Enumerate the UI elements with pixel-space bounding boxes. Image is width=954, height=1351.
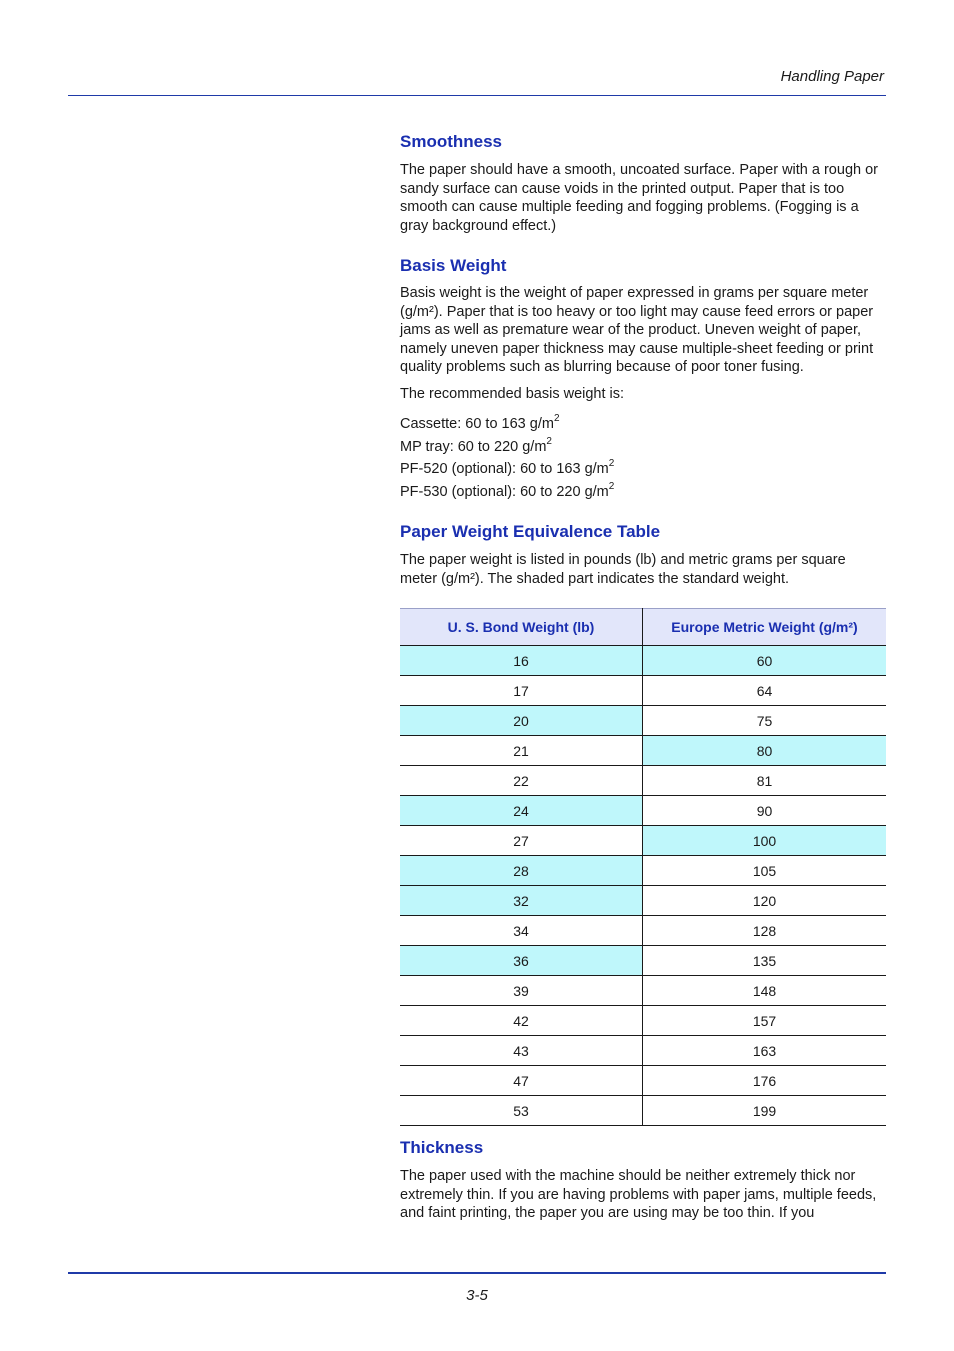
table-row: [400, 796, 886, 826]
table-row: [400, 856, 886, 886]
table-row: [400, 886, 886, 916]
cell-europe-metric-weight: 64: [643, 676, 887, 706]
cell-europe-metric-weight: 128: [643, 916, 887, 946]
cell-us-bond-weight: 16: [400, 646, 643, 676]
cell-europe-metric-weight: 148: [643, 976, 887, 1006]
table-row: [400, 766, 886, 796]
list-item-text: PF-520 (optional): 60 to 163 g/m: [400, 460, 609, 477]
cell-us-bond-weight: 32: [400, 886, 643, 916]
cell-europe-metric-weight: 90: [643, 796, 887, 826]
superscript: 2: [608, 458, 615, 469]
table-row: [400, 1096, 886, 1126]
page-header-title: Handling Paper: [780, 68, 884, 85]
table-row: [400, 1036, 886, 1066]
basis-weight-list-item: [400, 482, 614, 500]
column-header-us-bond-weight: U. S. Bond Weight (lb): [400, 609, 643, 646]
cell-europe-metric-weight: 105: [643, 856, 887, 886]
cell-europe-metric-weight: 80: [643, 736, 887, 766]
table-header-row: [400, 609, 886, 646]
table-row: [400, 676, 886, 706]
cell-us-bond-weight: 28: [400, 856, 643, 886]
smoothness-paragraph: The paper should have a smooth, uncoated surface. Paper with a rough or sandy surface can cause voids in the printed output. Paper that is too smooth can cause multiple feeding and fogging problems. (Fogging is a gray background effect.): [400, 162, 878, 234]
equivalence-paragraph: The paper weight is listed in pounds (lb) and metric grams per square meter (g/m²). The shaded part indicates the standard weight.: [400, 552, 846, 587]
table-row: [400, 1066, 886, 1096]
table-row: [400, 706, 886, 736]
basis-weight-list-item: [400, 437, 552, 455]
cell-europe-metric-weight: 199: [643, 1096, 887, 1126]
table-row: [400, 826, 886, 856]
recommended-basis-weight-intro: The recommended basis weight is:: [400, 386, 625, 402]
section-heading-basis-weight: Basis Weight: [400, 256, 507, 275]
cell-us-bond-weight: 22: [400, 766, 643, 796]
table-body: [400, 646, 886, 1126]
section-heading-smoothness: Smoothness: [400, 132, 503, 151]
list-item-text: MP tray: 60 to 220 g/m: [400, 438, 547, 455]
cell-us-bond-weight: 53: [400, 1096, 643, 1126]
section-heading-thickness: Thickness: [400, 1138, 484, 1157]
cell-us-bond-weight: 36: [400, 946, 643, 976]
superscript: 2: [546, 436, 552, 447]
cell-us-bond-weight: 34: [400, 916, 643, 946]
list-item-text: Cassette: 60 to 163 g/m: [400, 415, 554, 432]
cell-us-bond-weight: 42: [400, 1006, 643, 1036]
cell-europe-metric-weight: 157: [643, 1006, 887, 1036]
cell-europe-metric-weight: 120: [643, 886, 887, 916]
cell-europe-metric-weight: 75: [643, 706, 887, 736]
section-heading-equivalence-table: Paper Weight Equivalence Table: [400, 522, 661, 541]
cell-us-bond-weight: 47: [400, 1066, 643, 1096]
cell-europe-metric-weight: 163: [643, 1036, 887, 1066]
thickness-paragraph: The paper used with the machine should be neither extremely thick nor extremely thin. If you are having problems with paper jams, multiple feeds, and faint printing, the paper you are using may be too thin. If you: [400, 1168, 877, 1221]
footer-page-number: 3-5: [466, 1287, 488, 1304]
cell-europe-metric-weight: 81: [643, 766, 887, 796]
cell-europe-metric-weight: 60: [643, 646, 887, 676]
cell-europe-metric-weight: 100: [643, 826, 887, 856]
table-row: [400, 976, 886, 1006]
cell-europe-metric-weight: 135: [643, 946, 887, 976]
table-row: [400, 1006, 886, 1036]
column-header-europe-metric-weight: Europe Metric Weight (g/m²): [643, 609, 887, 646]
superscript: 2: [553, 413, 560, 424]
cell-us-bond-weight: 27: [400, 826, 643, 856]
footer-rule: [68, 1272, 886, 1274]
cell-us-bond-weight: 43: [400, 1036, 643, 1066]
cell-us-bond-weight: 17: [400, 676, 643, 706]
table-row: [400, 646, 886, 676]
cell-europe-metric-weight: 176: [643, 1066, 887, 1096]
basis-weight-list-item: [400, 414, 560, 432]
superscript: 2: [608, 481, 615, 492]
table-row: [400, 946, 886, 976]
list-item-text: PF-530 (optional): 60 to 220 g/m: [400, 483, 609, 500]
table-row: [400, 736, 886, 766]
cell-us-bond-weight: 21: [400, 736, 643, 766]
header-rule: [68, 95, 886, 96]
basis-weight-paragraph: Basis weight is the weight of paper expressed in grams per square meter (g/m²). Paper that is too heavy or too light may cause feed errors or paper jams as well as premature wear of the product. Uneven weight of paper, namely uneven paper thickness may cause multiple-sheet feeding or print quality problems such as blurring because of poor toner fusing.: [400, 285, 874, 375]
basis-weight-list-item: [400, 459, 614, 477]
cell-us-bond-weight: 24: [400, 796, 643, 826]
paper-weight-equivalence-table: [400, 608, 886, 1126]
cell-us-bond-weight: 20: [400, 706, 643, 736]
table-row: [400, 916, 886, 946]
cell-us-bond-weight: 39: [400, 976, 643, 1006]
